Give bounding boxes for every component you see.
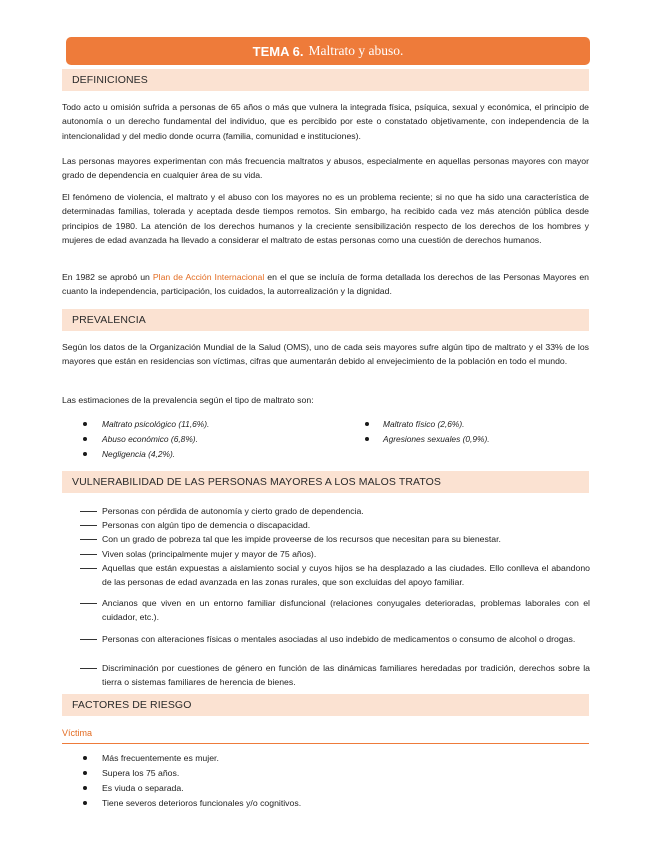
section-header-definiciones: DEFINICIONES	[62, 69, 589, 91]
dash-marker	[80, 539, 97, 540]
bullet-dot	[83, 437, 87, 441]
prevalencia-paragraph-2: Las estimaciones de la prevalencia según el tipo de maltrato son:	[62, 395, 314, 405]
definiciones-paragraph-2: Las personas mayores experimentan con más frecuencia maltratos y abusos, especialmente en aquellas personas mayores con mayor grado de dependencia en cualquier área de su vida.	[62, 156, 589, 181]
bullet-dot	[83, 422, 87, 426]
section-header-factores: FACTORES DE RIESGO	[62, 694, 589, 716]
maltrato-item: Maltrato físico (2,6%).	[383, 419, 465, 429]
vulnerabilidad-item: Personas con algún tipo de demencia o discapacidad.	[102, 520, 311, 530]
bullet-dot	[365, 437, 369, 441]
maltrato-item: Agresiones sexuales (0,9%).	[383, 434, 490, 444]
victima-item: Más frecuentemente es mujer.	[102, 753, 219, 763]
dash-marker	[80, 639, 97, 640]
vulnerabilidad-item: Ancianos que viven en un entorno familiar disfuncional (relaciones conyugales deterioradas, problemas laborales con el cuidador, etc.).	[102, 598, 590, 623]
dash-marker	[80, 603, 97, 604]
chapter-title: Maltrato y abuso.	[308, 43, 404, 58]
dash-marker	[80, 668, 97, 669]
bullet-dot	[83, 452, 87, 456]
section-header-vulnerabilidad: VULNERABILIDAD DE LAS PERSONAS MAYORES A LOS MALOS TRATOS	[62, 471, 589, 493]
vulnerabilidad-item: Personas con pérdida de autonomía y cierto grado de dependencia.	[102, 506, 364, 516]
paragraph-4-end: en el que se incluía de forma detallada los derechos de las Personas Mayores en cuanto la independencia, participación, los cuidados, la autorrealización y la dignidad.	[62, 272, 589, 297]
prevalencia-paragraph-1: Según los datos de la Organización Mundial de la Salud (OMS), uno de cada seis mayores sufre algún tipo de maltrato y el 33% de los mayores que están en residencias son víctimas, cifras que aumentarán debido al envejecimiento de la población en todo el mundo.	[62, 342, 589, 367]
bullet-dot	[83, 756, 87, 760]
definiciones-paragraph-1: Todo acto u omisión sufrida a personas de 65 años o más que vulnera la integrada física, psíquica, sexual y económica, el principio de autonomía o un derecho fundamental del individuo, que es percibido por este o constatado objetivamente, con independencia de la intencionalidad y del medio donde ocurra (familia, comunidad e instituciones).	[62, 102, 589, 141]
paragraph-4-start: En 1982 se aprobó un	[62, 272, 153, 282]
vulnerabilidad-item: Aquellas que están expuestas a aislamiento social y cuyos hijos se ha desplazado a las ciudades. Ello conlleva el abandono de las personas de edad avanzada en las zonas rurales, que son excluidas del apoyo familiar.	[102, 563, 590, 588]
dash-marker	[80, 511, 97, 512]
victima-item: Tiene severos deterioros funcionales y/o cognitivos.	[102, 798, 302, 808]
dash-marker	[80, 525, 97, 526]
maltrato-item: Negligencia (4,2%).	[102, 449, 176, 459]
vulnerabilidad-item: Personas con alteraciones físicas o mentales asociadas al uso indebido de medicamentos o consumo de alcohol o drogas.	[102, 634, 576, 644]
victima-item: Es viuda o separada.	[102, 783, 184, 793]
victima-item: Supera los 75 años.	[102, 768, 180, 778]
bullet-dot	[83, 786, 87, 790]
bullet-dot	[365, 422, 369, 426]
dash-marker	[80, 554, 97, 555]
dash-marker	[80, 568, 97, 569]
vulnerabilidad-item: Con un grado de pobreza tal que les impide proveerse de los recursos que necesitan para su bienestar.	[102, 534, 501, 544]
chapter-title-bar	[66, 37, 590, 65]
bullet-dot	[83, 801, 87, 805]
maltrato-item: Maltrato psicológico (11,6%).	[102, 419, 210, 429]
subheading-victima: Víctima	[62, 728, 589, 744]
vulnerabilidad-item: Discriminación por cuestiones de género en función de las dinámicas familiares heredadas por tradición, derechos sobre la tierra o sistemas familiares de herencia de bienes.	[102, 663, 590, 688]
vulnerabilidad-item: Viven solas (principalmente mujer y mayor de 75 años).	[102, 549, 317, 559]
definiciones-paragraph-4	[62, 270, 589, 299]
chapter-number: TEMA 6.	[252, 43, 304, 59]
maltrato-item: Abuso económico (6,8%).	[102, 434, 198, 444]
definiciones-paragraph-3: El fenómeno de violencia, el maltrato y el abuso con los mayores no es un problema reciente; si no que ha sido una característica de determinadas familias, tolerada y aceptada desde tiempos remotos. Sin embargo, ha recibido cada vez más atención pública desde principios de 1980. La atención de los derechos humanos y la creciente sensibilización respecto de los derechos de los hombres y mujeres de edad avanzada ha llevado a considerar el maltrato de estas personas como una cuestión de derechos humanos.	[62, 192, 589, 246]
bullet-dot	[83, 771, 87, 775]
plan-accion-link[interactable]: Plan de Acción Internacional	[152, 272, 265, 282]
section-header-prevalencia: PREVALENCIA	[62, 309, 589, 331]
